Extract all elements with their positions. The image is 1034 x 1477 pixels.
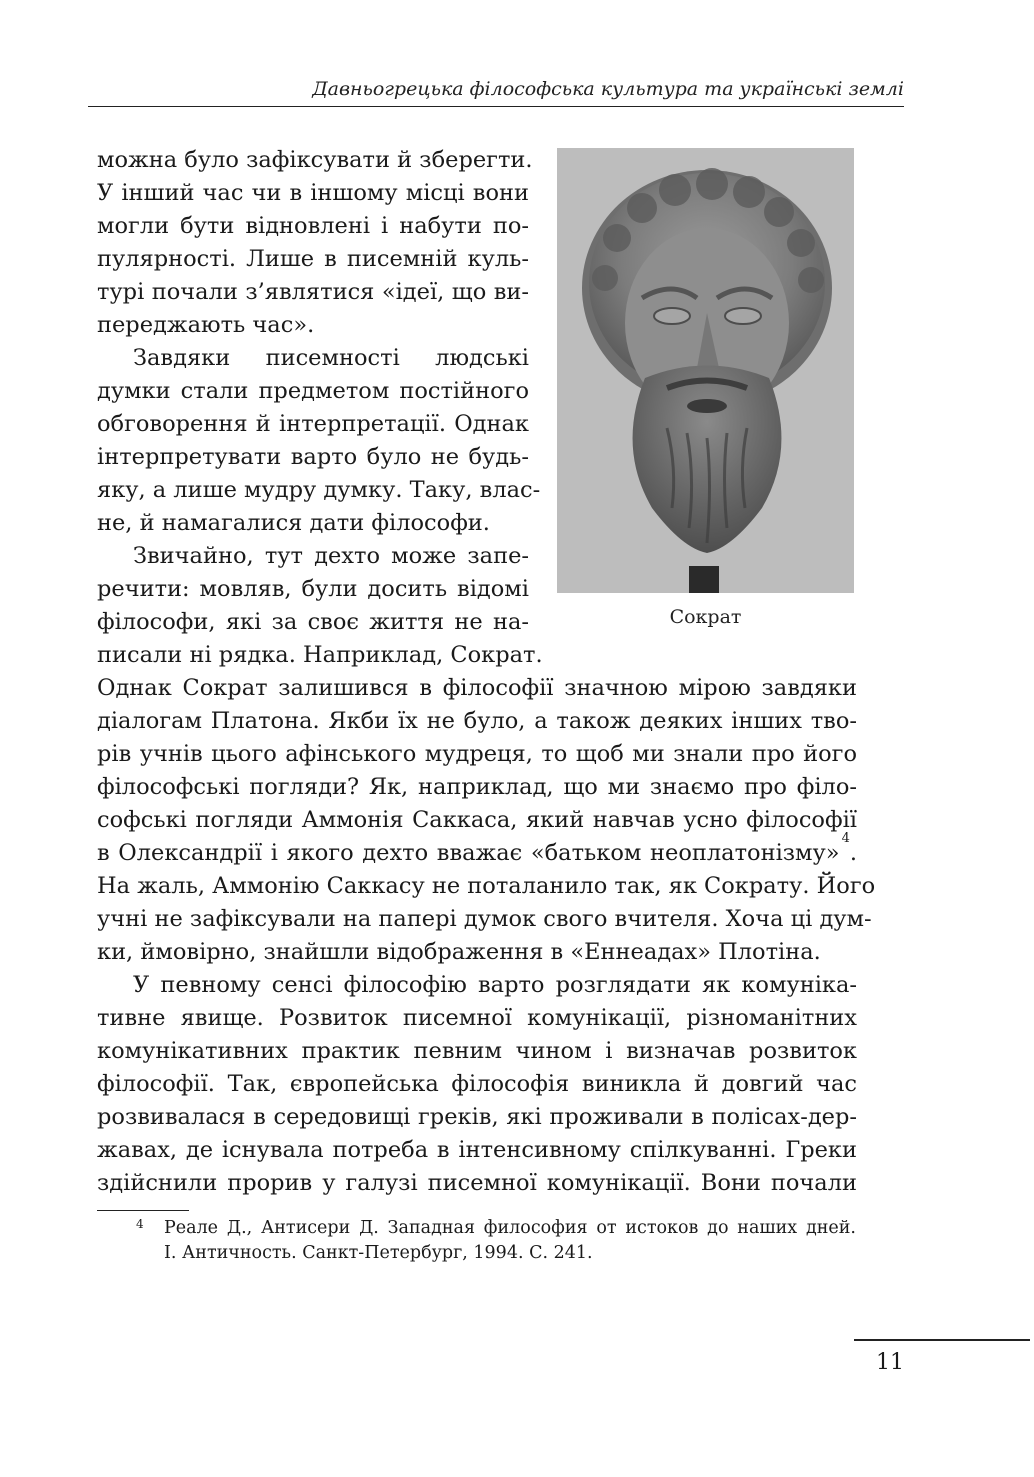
body-line: турі почали з’являтися «ідеї, що ви- [97, 279, 529, 305]
running-header: Давньогрецька філософська культура та українські землі [312, 78, 904, 100]
header-rule [88, 106, 904, 107]
body-line: розвивалася в середовищі греків, які проживали в полісах-дер- [97, 1104, 857, 1130]
body-line: рів учнів цього афінського мудреця, то щоб ми знали про його [97, 741, 857, 767]
footnote-line: Реале Д., Антисери Д. Западная философия от истоков до наших дней. [164, 1218, 856, 1238]
body-line: інтерпретувати варто було не будь- [97, 444, 529, 470]
body-line: Однак Сократ залишився в філософії значною мірою завдяки [97, 675, 857, 701]
page-number: 11 [876, 1350, 904, 1375]
footnote-line: І. Античность. Санкт-Петербург, 1994. С. 241. [164, 1243, 593, 1263]
body-line: Звичайно, тут дехто може запе- [133, 543, 529, 569]
body-line-with-footnote [97, 831, 857, 867]
body-line: філософські погляди? Як, наприклад, що ми знаємо про філо- [97, 774, 857, 800]
body-line: Завдяки писемності людські [133, 345, 529, 371]
body-line: ки, ймовірно, знайшли відображення в «Еннеадах» Плотіна. [97, 939, 821, 965]
body-line: На жаль, Аммонію Саккасу не поталанило так, як Сократу. Його [97, 873, 876, 899]
body-line: У інший час чи в іншому місці вони [97, 180, 529, 206]
body-line: можна було зафіксувати й зберегти. [97, 147, 533, 173]
body-line: не, й намагалися дати філософи. [97, 510, 490, 536]
body-line: комунікативних практик певним чином і визначав розвиток [97, 1038, 857, 1064]
body-line: обговорення й інтерпретації. Однак [97, 411, 529, 437]
body-line: філософії. Так, європейська філософія виникла й довгий час [97, 1071, 857, 1097]
body-line: здійснили прорив у галузі писемної комунікації. Вони почали [97, 1170, 857, 1196]
footnote-number: 4 [136, 1217, 144, 1231]
body-line: речити: мовляв, були досить відомі [97, 576, 529, 602]
body-line: учні не зафіксували на папері думок свого вчителя. Хоча ці дум- [97, 906, 872, 932]
body-line: діалогам Платона. Якби їх не було, а також деяких інших тво- [97, 708, 857, 734]
body-line: могли бути відновлені і набути по- [97, 213, 529, 239]
body-line: думки стали предметом постійного [97, 378, 529, 404]
body-line: в Олександрії і якого дехто вважає «батьком неоплатонізму» [97, 840, 840, 866]
body-line: яку, а лише мудру думку. Таку, влас- [97, 477, 541, 503]
page-number-rule [854, 1339, 1030, 1341]
figure-caption: Сократ [669, 606, 742, 628]
body-line: пулярності. Лише в писемній куль- [97, 246, 529, 272]
footnote-ref-punct: . [849, 840, 857, 866]
socrates-bust-photo [557, 148, 854, 593]
footnote-reference[interactable]: 4 [841, 831, 850, 846]
body-line: У певному сенсі філософію варто розглядати як комуніка- [133, 972, 857, 998]
bust-illustration [557, 148, 854, 593]
body-line: переджають час». [97, 312, 315, 338]
body-line: жавах, де існувала потреба в інтенсивному спілкуванні. Греки [97, 1137, 857, 1163]
body-line: тивне явище. Розвиток писемної комунікації, різноманітних [97, 1005, 857, 1031]
body-line: софські погляди Аммонія Саккаса, який навчав усно філософії [97, 807, 857, 833]
footnote-rule [97, 1210, 189, 1211]
body-line: філософи, які за своє життя не на- [97, 609, 529, 635]
body-line: писали ні рядка. Наприклад, Сократ. [97, 642, 543, 668]
